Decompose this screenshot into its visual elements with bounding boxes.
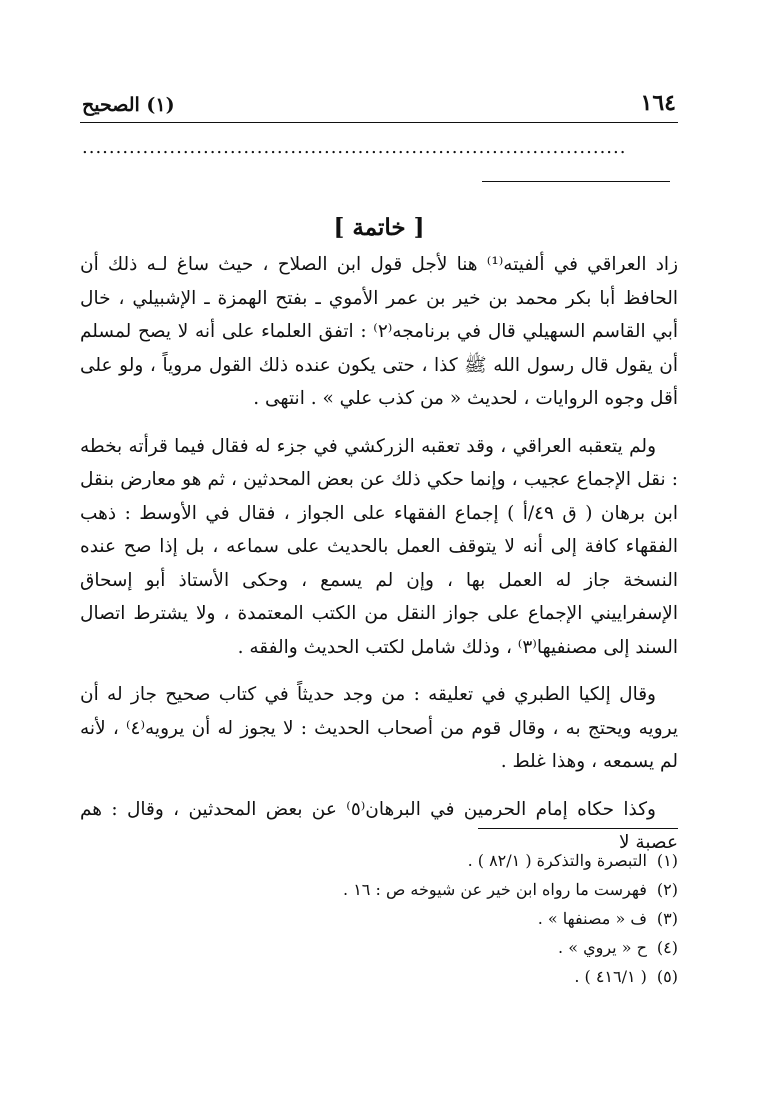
footnote-text: ( ٤١٦/١ ) .: [574, 967, 647, 986]
footnote-text: فهرست ما رواه ابن خير عن شيوخه ص : ١٦ .: [343, 880, 647, 899]
footnote-text: ح « يروي » .: [558, 938, 647, 957]
footnotes: [80, 846, 678, 991]
paragraph: وقال إلكيا الطبري في تعليقه : من وجد حديثاً في كتاب صحيح جاز له أن يرويه ويحتج به ، وقال قوم من أصحاب الحديث : لا يجوز له أن يرويه⁽٤⁾ ، لأنه لم يسمعه ، وهذا غلط .: [80, 684, 678, 772]
paragraph: ولم يتعقبه العراقي ، وقد تعقبه الزركشي في جزء له فقال فيما قرأته بخطه : نقل الإجماع عجيب ، وإنما حكي ذلك عن بعض المحدثين ، ثم هو معارض بنقل ابن برهان ( ق ٤٩/أ ) إجماع الفقهاء على الجواز ، فقال في الأوسط : ذهب الفقهاء كافة إلى أنه لا يتوقف العمل بالحديث على سماعه ، بل إذا صح عنده النسخة جاز له العمل بها ، وإن لم يسمع ، وحكى الأستاذ أبو إسحاق الإسفراييني الإجماع على جواز النقل من الكتب المعتمدة ، ولا يشترط اتصال السند إلى مصنفيها⁽٣⁾ ، وذلك شامل لكتب الحديث والفقه .: [80, 435, 678, 658]
footnote: [80, 846, 678, 875]
header-rule: [80, 122, 678, 123]
footnote-number: (١): [656, 851, 678, 870]
footnote-text: التبصرة والتذكرة ( ٨٢/١ ) .: [467, 851, 647, 870]
footnote: [80, 904, 678, 933]
dotted-line: .................................................................................: [82, 140, 627, 156]
footnote-rule: [478, 828, 678, 829]
section-title: [ خاتمة ]: [333, 214, 425, 241]
footnote-text: ف « مصنفها » .: [537, 909, 647, 928]
footnote: [80, 875, 678, 904]
running-header: (١) الصحيح: [82, 94, 175, 116]
separator-rule: [482, 181, 670, 182]
footnote: [80, 962, 678, 991]
footnote-number: (٥): [656, 967, 678, 986]
footnote-number: (٣): [656, 909, 678, 928]
footnote-number: (٤): [656, 938, 678, 957]
footnote-number: (٢): [656, 880, 678, 899]
page-number: ١٦٤: [640, 90, 676, 116]
body-text: [80, 248, 678, 874]
footnote: [80, 933, 678, 962]
paragraph: وكذا حكاه إمام الحرمين في البرهان⁽٥⁾ عن بعض المحدثين ، وقال : هم عصبة لا: [80, 798, 678, 853]
paragraph: زاد العراقي في ألفيته⁽¹⁾ هنا لأجل قول ابن الصلاح ، حيث ساغ لـه ذلك أن الحافظ أبا بكر محمد بن خير بن عمر الأموي ـ بفتح الهمزة ـ الإشبيلي ، خال أبي القاسم السهيلي قال في برنامجه⁽٢⁾ : اتفق العلماء على أنه لا يصح لمسلم أن يقول قال رسول الله ﷺ كذا ، حتى يكون عنده ذلك القول مروياً ، ولو على أقل وجوه الروايات ، لحديث « من كذب علي » . انتهى .: [80, 254, 679, 409]
